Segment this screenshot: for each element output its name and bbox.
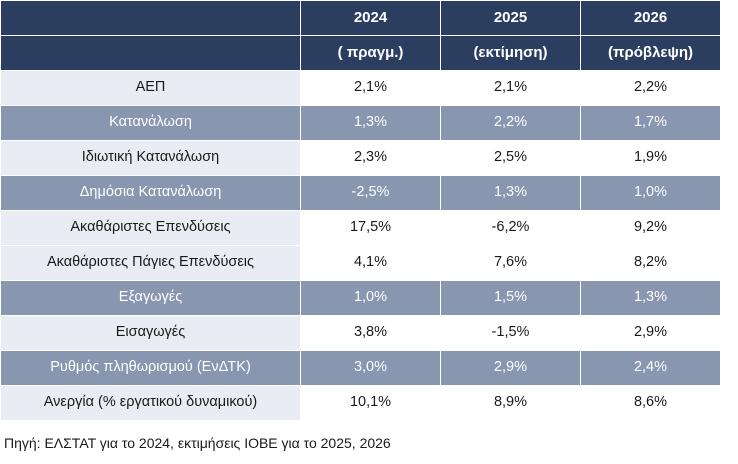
row-value-2025: -1,5% [441, 316, 581, 351]
row-label: Εξαγωγές [1, 281, 301, 316]
row-value-2026: 2,4% [581, 351, 721, 386]
row-label: Κατανάλωση [1, 106, 301, 141]
table-row [1, 386, 721, 421]
header-year-2026: 2026 [581, 1, 721, 36]
row-value-2026: 8,2% [581, 246, 721, 281]
row-value-2026: 8,6% [581, 386, 721, 421]
row-value-2026: 1,0% [581, 176, 721, 211]
row-label: Ακαθάριστες Πάγιες Επενδύσεις [1, 246, 301, 281]
header-row-subtitle [1, 36, 721, 71]
header-corner-cell-sub [1, 36, 301, 71]
row-value-2026: 1,3% [581, 281, 721, 316]
header-sub-2026: (πρόβλεψη) [581, 36, 721, 71]
row-value-2024: 1,0% [301, 281, 441, 316]
row-label: ΑΕΠ [1, 71, 301, 106]
row-value-2024: 2,3% [301, 141, 441, 176]
row-value-2026: 2,2% [581, 71, 721, 106]
table-row [1, 106, 721, 141]
row-label: Ιδιωτική Κατανάλωση [1, 141, 301, 176]
source-note: Πηγή: ΕΛΣΤΑΤ για το 2024, εκτιμήσεις ΙΟΒΕ για το 2025, 2026 [4, 435, 391, 451]
row-value-2025: 2,1% [441, 71, 581, 106]
row-value-2026: 2,9% [581, 316, 721, 351]
table-row [1, 281, 721, 316]
row-label: Ανεργία (% εργατικού δυναμικού) [1, 386, 301, 421]
table-row [1, 316, 721, 351]
row-value-2026: 1,9% [581, 141, 721, 176]
table-row [1, 246, 721, 281]
row-value-2024: 2,1% [301, 71, 441, 106]
table-row [1, 141, 721, 176]
row-value-2024: 4,1% [301, 246, 441, 281]
row-value-2024: 1,3% [301, 106, 441, 141]
row-label: Δημόσια Κατανάλωση [1, 176, 301, 211]
row-value-2025: 2,2% [441, 106, 581, 141]
table-row [1, 176, 721, 211]
row-value-2025: 7,6% [441, 246, 581, 281]
row-label: Ακαθάριστες Επενδύσεις [1, 211, 301, 246]
row-value-2024: -2,5% [301, 176, 441, 211]
row-value-2024: 17,5% [301, 211, 441, 246]
table-row [1, 351, 721, 386]
row-value-2025: 2,9% [441, 351, 581, 386]
row-value-2025: 1,5% [441, 281, 581, 316]
row-value-2026: 1,7% [581, 106, 721, 141]
table-body [1, 71, 721, 421]
table-row [1, 211, 721, 246]
header-sub-2024: ( πραγμ.) [301, 36, 441, 71]
row-value-2025: 1,3% [441, 176, 581, 211]
header-year-2024: 2024 [301, 1, 441, 36]
row-value-2025: 8,9% [441, 386, 581, 421]
row-value-2024: 10,1% [301, 386, 441, 421]
row-value-2024: 3,8% [301, 316, 441, 351]
header-sub-2025: (εκτίμηση) [441, 36, 581, 71]
row-value-2025: 2,5% [441, 141, 581, 176]
row-label: Εισαγωγές [1, 316, 301, 351]
row-value-2026: 9,2% [581, 211, 721, 246]
table-row [1, 71, 721, 106]
row-value-2025: -6,2% [441, 211, 581, 246]
header-year-2025: 2025 [441, 1, 581, 36]
table-header [1, 1, 721, 71]
header-row-year [1, 1, 721, 36]
row-label: Ρυθμός πληθωρισμού (ΕνΔΤΚ) [1, 351, 301, 386]
row-value-2024: 3,0% [301, 351, 441, 386]
header-corner-cell [1, 1, 301, 36]
